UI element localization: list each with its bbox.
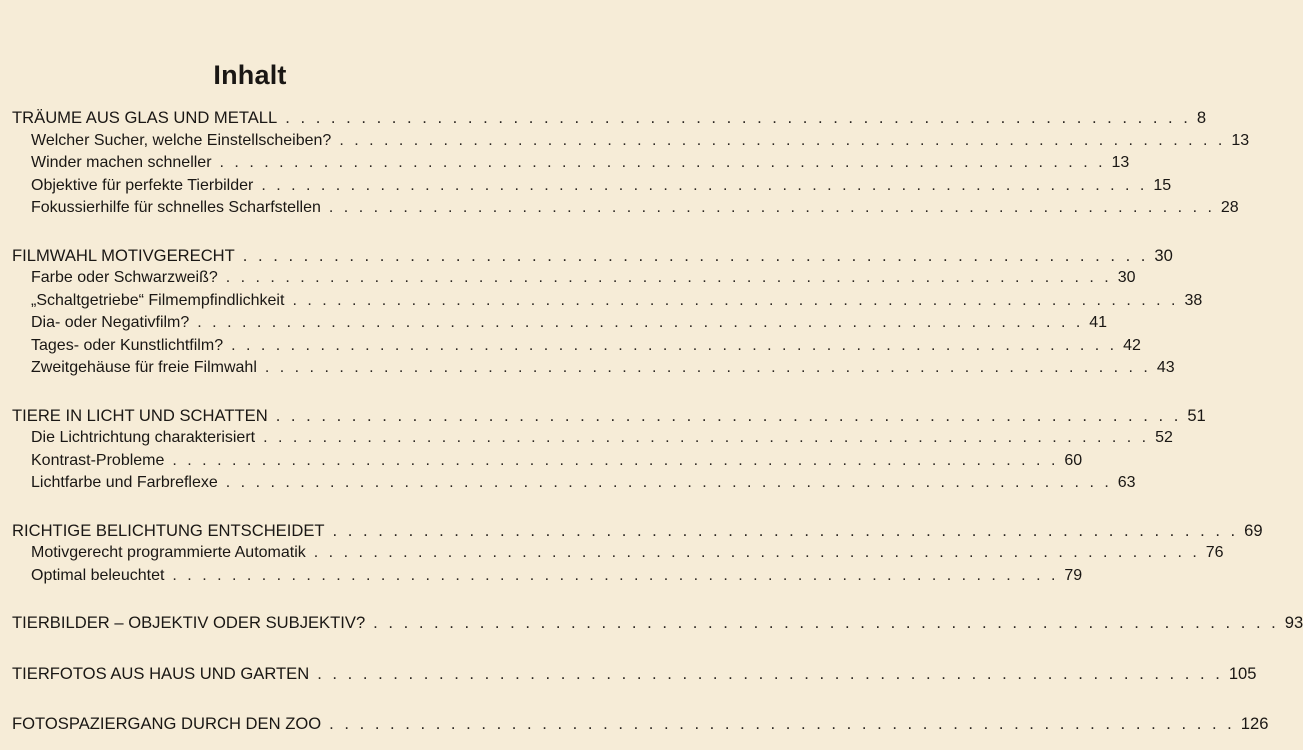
chapter-title: TIERFOTOS AUS HAUS UND GARTEN [12,663,310,683]
toc-section-row[interactable] [12,565,1083,588]
chapter-spacer [12,495,488,520]
chapter-title: RICHTIGE BELICHTUNG ENTSCHEIDET [12,520,325,540]
page-number: 63 [1117,474,1136,491]
section-title: Fokussierhilfe für schnelles Scharfstellen [31,199,321,216]
page-number: 38 [1184,291,1203,309]
page-number: 42 [1123,336,1141,354]
page-number: 126 [1240,714,1269,733]
chapter-title: FOTOSPAZIERGANG DURCH DEN ZOO [12,714,322,733]
page-number: 30 [1154,245,1173,265]
section-title: Tages- oder Kunstlichtfilm? [31,336,224,354]
dot-leader: . . . . . . . . . . . . . . . . . . . . . . . . . . . . . . . . . . . . . . . . . . . . . . . . . . . . . . . . . . . . [197,314,1084,331]
chapter-spacer [12,635,488,663]
dot-leader: . . . . . . . . . . . . . . . . . . . . . . . . . . . . . . . . . . . . . . . . . . . . . . . . . . . . . . . . . . . . [263,429,1150,446]
toc-section-row[interactable] [12,542,1224,565]
page-number: 30 [1117,269,1136,286]
page-number: 13 [1231,131,1250,149]
page-number: 93 [1284,613,1303,632]
toc-chapter-row[interactable] [12,713,1269,736]
section-title: Farbe oder Schwarzweiß? [31,269,218,286]
dot-leader: . . . . . . . . . . . . . . . . . . . . . . . . . . . . . . . . . . . . . . . . . . . . . . . . . . . . . . . . . . . . [339,131,1226,149]
chapter-title: TIERE IN LICHT UND SCHATTEN [12,405,268,425]
toc-section-row[interactable] [12,472,1136,495]
page-number: 13 [1111,154,1130,171]
dot-leader: . . . . . . . . . . . . . . . . . . . . . . . . . . . . . . . . . . . . . . . . . . . . . . . . . . . . . . . . . . . . [231,336,1118,354]
toc-chapter-row[interactable] [12,612,1303,635]
chapter-title: TRÄUME AUS GLAS UND METALL [12,108,278,127]
dot-leader: . . . . . . . . . . . . . . . . . . . . . . . . . . . . . . . . . . . . . . . . . . . . . . . . . . . . . . . . . . . . [264,359,1151,376]
toc-section-row[interactable] [12,267,1136,290]
page-number: 51 [1187,405,1206,425]
page-number: 8 [1196,108,1207,127]
toc-section-row[interactable] [12,312,1108,335]
toc-section-row[interactable] [12,197,1239,220]
section-title: Zweitgehäuse für freie Filmwahl [31,359,257,376]
section-title: Motivgerecht programmierte Automatik [31,544,306,561]
page-number: 41 [1089,314,1108,331]
dot-leader: . . . . . . . . . . . . . . . . . . . . . . . . . . . . . . . . . . . . . . . . . . . . . . . . . . . . . . . . . . . . [285,108,1191,127]
toc-section-row[interactable] [12,335,1141,358]
section-title: „Schaltgetriebe“ Filmempfindlichkeit [31,291,285,309]
section-title: Lichtfarbe und Farbreflexe [31,474,218,491]
toc-chapter-row[interactable] [12,520,1263,543]
page-number: 60 [1064,451,1083,469]
toc-section-row[interactable] [12,130,1250,153]
dot-leader: . . . . . . . . . . . . . . . . . . . . . . . . . . . . . . . . . . . . . . . . . . . . . . . . . . . . . . . . . . . . [242,245,1149,265]
dot-leader: . . . . . . . . . . . . . . . . . . . . . . . . . . . . . . . . . . . . . . . . . . . . . . . . . . . . . . . . . . . . [329,714,1235,733]
section-title: Kontrast-Probleme [31,451,165,469]
dot-leader: . . . . . . . . . . . . . . . . . . . . . . . . . . . . . . . . . . . . . . . . . . . . . . . . . . . . . . . . . . . . [225,474,1112,491]
chapter-spacer [12,685,488,713]
dot-leader: . . . . . . . . . . . . . . . . . . . . . . . . . . . . . . . . . . . . . . . . . . . . . . . . . . . . . . . . . . . . [317,663,1223,683]
page-number: 15 [1153,176,1172,194]
dot-leader: . . . . . . . . . . . . . . . . . . . . . . . . . . . . . . . . . . . . . . . . . . . . . . . . . . . . . . . . . . . . [219,154,1106,171]
table-of-contents [12,107,1303,736]
chapter-spacer [12,587,488,612]
page-number: 69 [1244,520,1263,540]
toc-chapter-row[interactable] [12,405,1206,428]
toc-chapter-row[interactable] [12,663,1257,686]
dot-leader: . . . . . . . . . . . . . . . . . . . . . . . . . . . . . . . . . . . . . . . . . . . . . . . . . . . . . . . . . . . . [172,451,1059,469]
section-title: Dia- oder Negativfilm? [31,314,190,331]
toc-chapter-row[interactable] [12,245,1173,268]
toc-section-row[interactable] [12,450,1083,473]
page-number: 52 [1155,429,1173,446]
dot-leader: . . . . . . . . . . . . . . . . . . . . . . . . . . . . . . . . . . . . . . . . . . . . . . . . . . . . . . . . . . . . [275,405,1182,425]
page-number: 105 [1228,663,1257,683]
section-title: Optimal beleuchtet [31,566,165,584]
page-number: 43 [1156,359,1175,376]
section-title: Die Lichtrichtung charakterisiert [31,429,256,446]
chapter-spacer [12,220,488,245]
section-title: Winder machen schneller [31,154,212,171]
page-number: 79 [1064,566,1083,584]
chapter-title: FILMWAHL MOTIVGERECHT [12,245,235,265]
dot-leader: . . . . . . . . . . . . . . . . . . . . . . . . . . . . . . . . . . . . . . . . . . . . . . . . . . . . . . . . . . . . [313,544,1200,561]
chapter-spacer [12,380,488,405]
page-number: 76 [1205,544,1224,561]
toc-section-row[interactable] [12,152,1130,175]
dot-leader: . . . . . . . . . . . . . . . . . . . . . . . . . . . . . . . . . . . . . . . . . . . . . . . . . . . . . . . . . . . . [172,566,1059,584]
toc-section-row[interactable] [12,357,1175,380]
dot-leader: . . . . . . . . . . . . . . . . . . . . . . . . . . . . . . . . . . . . . . . . . . . . . . . . . . . . . . . . . . . . [328,199,1215,216]
toc-section-row[interactable] [12,427,1173,450]
dot-leader: . . . . . . . . . . . . . . . . . . . . . . . . . . . . . . . . . . . . . . . . . . . . . . . . . . . . . . . . . . . . [332,520,1239,540]
dot-leader: . . . . . . . . . . . . . . . . . . . . . . . . . . . . . . . . . . . . . . . . . . . . . . . . . . . . . . . . . . . . [292,291,1179,309]
toc-section-row[interactable] [12,290,1203,313]
chapter-title: TIERBILDER – OBJEKTIV ODER SUBJEKTIV? [12,613,366,632]
toc-section-row[interactable] [12,175,1172,198]
dot-leader: . . . . . . . . . . . . . . . . . . . . . . . . . . . . . . . . . . . . . . . . . . . . . . . . . . . . . . . . . . . . [373,613,1279,632]
page-title: Inhalt [213,60,287,90]
section-title: Objektive für perfekte Tierbilder [31,176,254,194]
page-number: 28 [1220,199,1239,216]
section-title: Welcher Sucher, welche Einstellscheiben? [31,131,332,149]
dot-leader: . . . . . . . . . . . . . . . . . . . . . . . . . . . . . . . . . . . . . . . . . . . . . . . . . . . . . . . . . . . . [225,269,1112,286]
dot-leader: . . . . . . . . . . . . . . . . . . . . . . . . . . . . . . . . . . . . . . . . . . . . . . . . . . . . . . . . . . . . [261,176,1148,194]
toc-chapter-row[interactable] [12,107,1207,130]
